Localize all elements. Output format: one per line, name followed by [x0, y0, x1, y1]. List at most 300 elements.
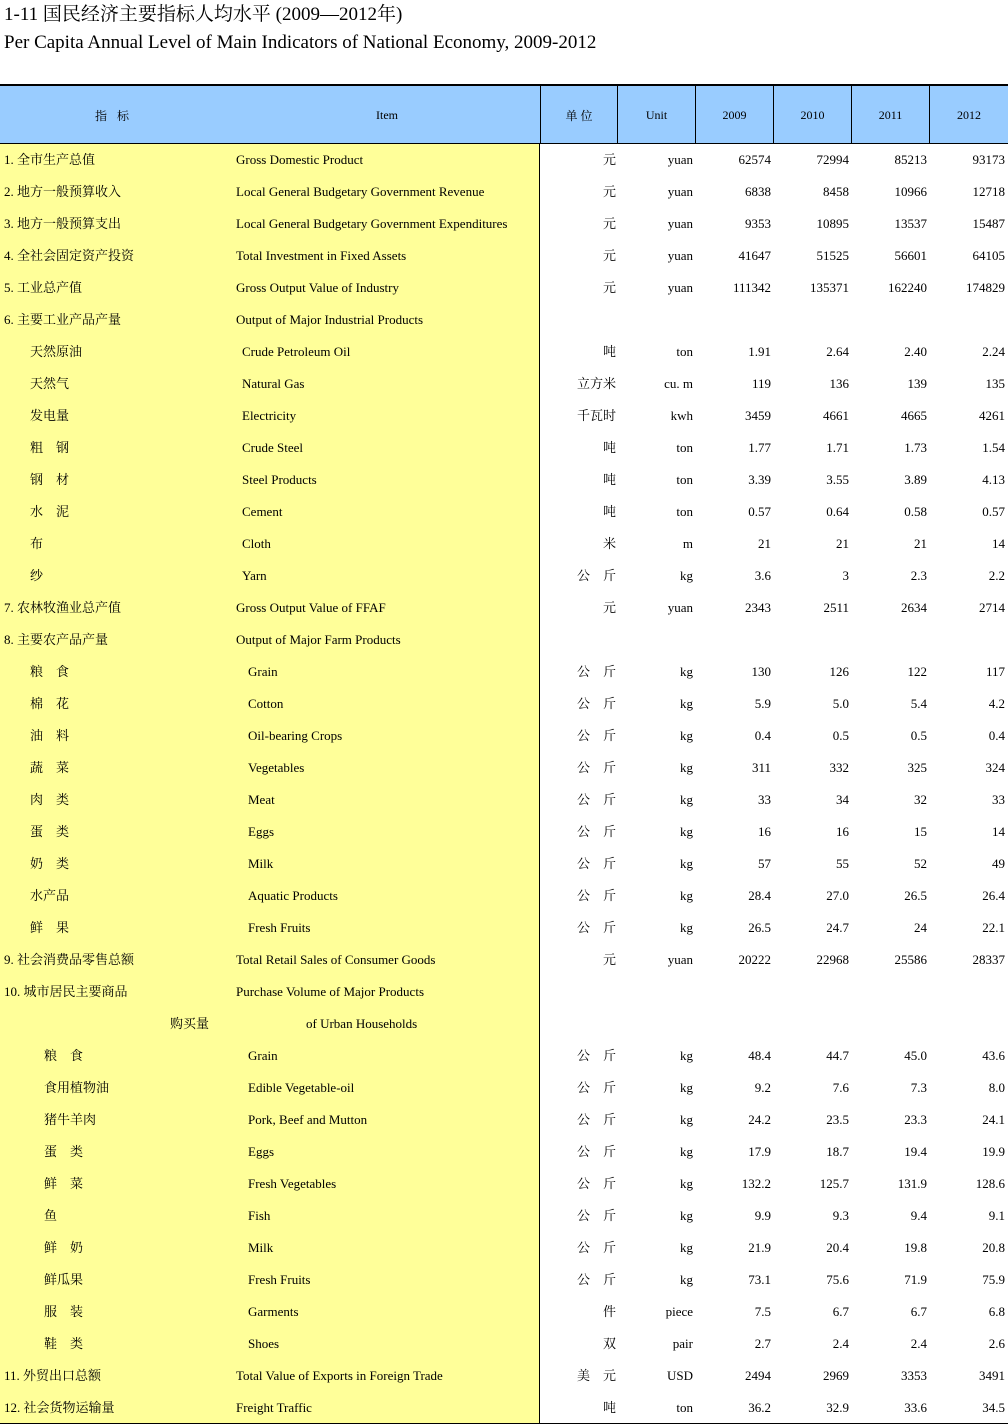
indicator-en: Milk — [248, 856, 274, 871]
value-2011 — [852, 976, 927, 1008]
indicator-cn: 鞋 类 — [44, 1336, 84, 1351]
indicator-cn: 纱 — [30, 568, 44, 583]
table-row — [0, 1136, 1008, 1168]
header-year-2012: 2012 — [957, 107, 981, 122]
value-2009: 311 — [751, 760, 771, 775]
indicator-cn: 布 — [30, 536, 44, 551]
unit-cn: 公 斤 — [576, 1144, 616, 1159]
value-2012 — [930, 976, 1005, 1008]
value-2012: 22.1 — [982, 920, 1005, 935]
table-row — [0, 1200, 1008, 1232]
value-2011: 6.7 — [910, 1304, 927, 1319]
table-row — [0, 560, 1008, 592]
indicator-en: Output of Major Industrial Products — [236, 312, 424, 327]
table-row — [0, 1296, 1008, 1328]
indicator-en: Natural Gas — [242, 376, 305, 391]
value-2011: 2.4 — [910, 1336, 927, 1351]
indicator-en: of Urban Households — [306, 1016, 418, 1031]
value-2009: 1.91 — [748, 344, 771, 359]
unit-cn: 公 斤 — [576, 1240, 616, 1255]
value-2011: 162240 — [888, 280, 927, 295]
indicator-cn: 食用植物油 — [44, 1080, 110, 1095]
value-2012: 174829 — [966, 280, 1005, 295]
unit-en: kg — [680, 824, 693, 839]
indicator-en: Cloth — [242, 536, 271, 551]
value-2012: 4.2 — [988, 696, 1005, 711]
indicator-en: Gross Output Value of Industry — [236, 280, 399, 295]
value-2012: 0.4 — [988, 728, 1005, 743]
value-2009: 16 — [758, 824, 771, 839]
value-2009: 130 — [751, 664, 771, 679]
unit-en: yuan — [667, 216, 693, 231]
unit-cn: 公 斤 — [576, 888, 616, 903]
value-2009: 3.39 — [748, 472, 771, 487]
value-2009: 7.5 — [754, 1304, 771, 1319]
table-header — [0, 84, 1008, 144]
table-row — [0, 1040, 1008, 1072]
value-2011 — [852, 304, 927, 336]
value-2011: 25586 — [894, 952, 927, 967]
unit-cn: 公 斤 — [576, 568, 616, 583]
value-2012: 4.13 — [982, 472, 1005, 487]
value-2011: 131.9 — [897, 1176, 927, 1191]
unit-cn: 双 — [602, 1336, 616, 1351]
header-year-2011: 2011 — [852, 86, 930, 144]
value-2009 — [696, 976, 771, 1008]
value-2010: 5.0 — [832, 696, 849, 711]
value-2012: 19.9 — [982, 1144, 1005, 1159]
value-2009: 26.5 — [748, 920, 771, 935]
table-row — [0, 1072, 1008, 1104]
value-2009: 28.4 — [748, 888, 771, 903]
unit-en: ton — [676, 1400, 693, 1415]
unit-en: kg — [680, 888, 693, 903]
header-unit-en: Unit — [618, 86, 696, 144]
unit-en — [620, 304, 693, 336]
indicator-en: Meat — [248, 792, 275, 807]
indicator-cn: 天然气 — [30, 376, 70, 391]
unit-cn: 公 斤 — [576, 760, 616, 775]
indicator-cn: 蔬 菜 — [30, 760, 70, 775]
value-2011: 9.4 — [910, 1208, 927, 1223]
value-2012: 2.2 — [988, 568, 1005, 583]
value-2009: 33 — [758, 792, 771, 807]
value-2010: 32.9 — [826, 1400, 849, 1415]
table-row — [0, 688, 1008, 720]
table-row — [0, 528, 1008, 560]
table-row — [0, 912, 1008, 944]
value-2011: 85213 — [894, 152, 927, 167]
value-2009: 111342 — [732, 280, 771, 295]
indicator-en: Milk — [248, 1240, 274, 1255]
indicator-en: Local General Budgetary Government Expenditures — [236, 216, 508, 231]
value-2011: 2634 — [901, 600, 927, 615]
unit-en: yuan — [667, 152, 693, 167]
unit-cn: 公 斤 — [576, 1080, 616, 1095]
indicator-en: Fresh Fruits — [248, 920, 311, 935]
unit-en — [620, 624, 693, 656]
value-2012: 0.57 — [982, 504, 1005, 519]
table-row — [0, 144, 1008, 176]
value-2010: 34 — [836, 792, 849, 807]
header-year-2009: 2009 — [696, 86, 774, 144]
table-row — [0, 496, 1008, 528]
table-row — [0, 592, 1008, 624]
value-2012: 14 — [992, 824, 1005, 839]
value-2011: 26.5 — [904, 888, 927, 903]
indicator-cn: 猪牛羊肉 — [44, 1112, 97, 1127]
indicator-cn: 购买量 — [170, 1016, 210, 1031]
bottom-rule — [0, 1423, 1008, 1424]
unit-en: kg — [680, 1048, 693, 1063]
unit-cn: 公 斤 — [576, 920, 616, 935]
value-2010: 126 — [829, 664, 849, 679]
value-2012: 49 — [992, 856, 1005, 871]
indicator-en: Total Investment in Fixed Assets — [236, 248, 407, 263]
value-2010: 9.3 — [832, 1208, 849, 1223]
indicator-cn: 粮 食 — [44, 1048, 84, 1063]
value-2012: 2714 — [979, 600, 1005, 615]
unit-en: ton — [676, 440, 693, 455]
unit-en: yuan — [667, 248, 693, 263]
value-2012: 24.1 — [982, 1112, 1005, 1127]
value-2012 — [930, 1008, 1005, 1040]
indicator-cn: 蛋 类 — [30, 824, 70, 839]
unit-en: kg — [680, 760, 693, 775]
value-2011: 24 — [914, 920, 927, 935]
value-2011: 4665 — [901, 408, 927, 423]
indicator-en: Oil-bearing Crops — [248, 728, 343, 743]
value-2011: 13537 — [894, 216, 927, 231]
indicator-cn: 9. 社会消费品零售总额 — [4, 952, 135, 967]
value-2011: 2.3 — [910, 568, 927, 583]
table-row — [0, 848, 1008, 880]
value-2012: 6.8 — [988, 1304, 1005, 1319]
unit-cn: 公 斤 — [576, 1208, 616, 1223]
value-2012: 14 — [992, 536, 1005, 551]
indicator-en: Eggs — [248, 1144, 274, 1159]
value-2009: 9353 — [745, 216, 771, 231]
indicator-en: Purchase Volume of Major Products — [236, 984, 424, 999]
indicator-cn: 发电量 — [30, 408, 70, 423]
value-2010: 21 — [836, 536, 849, 551]
value-2009 — [696, 1008, 771, 1040]
table-row — [0, 720, 1008, 752]
table-row — [0, 176, 1008, 208]
value-2010: 2.64 — [826, 344, 849, 359]
indicator-cn: 奶 类 — [30, 856, 70, 871]
value-2012: 324 — [985, 760, 1005, 775]
value-2010: 55 — [836, 856, 849, 871]
unit-en: kg — [680, 920, 693, 935]
indicator-cn: 水 泥 — [30, 504, 70, 519]
value-2009: 1.77 — [748, 440, 771, 455]
value-2011 — [852, 1008, 927, 1040]
table-row — [0, 368, 1008, 400]
unit-en: pair — [672, 1336, 693, 1351]
value-2009: 0.4 — [754, 728, 771, 743]
indicator-table — [0, 84, 1008, 1424]
value-2010: 75.6 — [826, 1272, 849, 1287]
unit-en: USD — [666, 1368, 693, 1383]
indicator-cn: 天然原油 — [30, 344, 83, 359]
indicator-en: Gross Domestic Product — [236, 152, 364, 167]
table-row — [0, 656, 1008, 688]
value-2011: 7.3 — [910, 1080, 927, 1095]
indicator-cn: 粮 食 — [30, 664, 70, 679]
table-row — [0, 400, 1008, 432]
value-2010: 4661 — [823, 408, 849, 423]
value-2011: 2.40 — [904, 344, 927, 359]
value-2010: 135371 — [810, 280, 849, 295]
indicator-cn: 1. 全市生产总值 — [4, 152, 96, 167]
value-2009: 3.6 — [754, 568, 771, 583]
value-2009: 21.9 — [748, 1240, 771, 1255]
unit-cn: 吨 — [602, 472, 616, 487]
table-row — [0, 1392, 1008, 1424]
unit-en: yuan — [667, 952, 693, 967]
value-2012: 4261 — [979, 408, 1005, 423]
value-2012: 9.1 — [988, 1208, 1005, 1223]
indicator-cn: 粗 钢 — [30, 440, 70, 455]
value-2012: 26.4 — [982, 888, 1005, 903]
indicator-en: Aquatic Products — [248, 888, 338, 903]
value-2012: 75.9 — [982, 1272, 1005, 1287]
value-2010: 2969 — [823, 1368, 849, 1383]
unit-en: kwh — [670, 408, 693, 423]
unit-en — [620, 1008, 693, 1040]
value-2010: 125.7 — [819, 1176, 849, 1191]
unit-en: kg — [680, 1176, 693, 1191]
value-2011: 32 — [914, 792, 927, 807]
unit-cn: 公 斤 — [576, 696, 616, 711]
value-2011: 325 — [907, 760, 927, 775]
unit-en: kg — [680, 1272, 693, 1287]
value-2010: 0.64 — [826, 504, 849, 519]
value-2011: 21 — [914, 536, 927, 551]
value-2012: 20.8 — [982, 1240, 1005, 1255]
value-2009: 3459 — [745, 408, 771, 423]
unit-en: kg — [680, 1112, 693, 1127]
value-2010: 10895 — [816, 216, 849, 231]
value-2009: 5.9 — [754, 696, 771, 711]
table-row — [0, 976, 1008, 1008]
indicator-en: Shoes — [248, 1336, 280, 1351]
unit-cn: 吨 — [602, 344, 616, 359]
value-2012 — [930, 624, 1005, 656]
header-indicator-cn: 指标 — [94, 108, 139, 123]
value-2012: 33 — [992, 792, 1005, 807]
indicator-en: Crude Steel — [242, 440, 304, 455]
table-row — [0, 1232, 1008, 1264]
value-2009: 0.57 — [748, 504, 771, 519]
indicator-en: Grain — [248, 1048, 278, 1063]
value-2010: 27.0 — [826, 888, 849, 903]
unit-cn: 吨 — [602, 440, 616, 455]
unit-cn — [560, 624, 616, 656]
unit-en: ton — [676, 344, 693, 359]
unit-cn: 千瓦时 — [576, 408, 616, 423]
indicator-cn: 油 料 — [30, 728, 70, 743]
value-2009: 21 — [758, 536, 771, 551]
value-2009: 119 — [751, 376, 771, 391]
unit-cn — [560, 1008, 616, 1040]
indicator-cn: 鲜 果 — [30, 920, 70, 935]
unit-cn: 公 斤 — [576, 824, 616, 839]
value-2010: 18.7 — [826, 1144, 849, 1159]
value-2010: 332 — [829, 760, 849, 775]
unit-en: kg — [680, 792, 693, 807]
value-2009: 9.9 — [754, 1208, 771, 1223]
value-2010 — [774, 624, 849, 656]
value-2010: 72994 — [816, 152, 849, 167]
value-2009: 20222 — [738, 952, 771, 967]
value-2012: 117 — [985, 664, 1005, 679]
unit-cn: 元 — [602, 184, 616, 199]
indicator-cn: 5. 工业总产值 — [4, 280, 83, 295]
indicator-en: Vegetables — [248, 760, 305, 775]
table-title-cn: 1-11 国民经济主要指标人均水平 (2009—2012年) — [4, 4, 403, 25]
table-row — [0, 240, 1008, 272]
indicator-cn: 6. 主要工业产品产量 — [4, 312, 122, 327]
unit-cn: 件 — [602, 1304, 616, 1319]
indicator-en: Garments — [248, 1304, 299, 1319]
unit-en: kg — [680, 1144, 693, 1159]
value-2010: 7.6 — [832, 1080, 849, 1095]
indicator-cn: 12. 社会货物运输量 — [4, 1400, 115, 1415]
value-2009: 57 — [758, 856, 771, 871]
value-2011: 122 — [907, 664, 927, 679]
value-2009: 17.9 — [748, 1144, 771, 1159]
value-2012: 28337 — [972, 952, 1005, 967]
value-2011: 71.9 — [904, 1272, 927, 1287]
indicator-cn: 鲜 菜 — [44, 1176, 84, 1191]
table-row — [0, 1360, 1008, 1392]
indicator-cn: 棉 花 — [30, 696, 70, 711]
unit-cn: 公 斤 — [576, 728, 616, 743]
unit-en: kg — [680, 1080, 693, 1095]
table-row — [0, 944, 1008, 976]
unit-en: kg — [680, 1240, 693, 1255]
indicator-cn: 钢 材 — [30, 472, 70, 487]
table-row — [0, 208, 1008, 240]
unit-en: kg — [680, 568, 693, 583]
value-2009: 73.1 — [748, 1272, 771, 1287]
value-2012: 3491 — [979, 1368, 1005, 1383]
table-row — [0, 816, 1008, 848]
indicator-cn: 肉 类 — [30, 792, 70, 807]
value-2012: 2.24 — [982, 344, 1005, 359]
unit-cn: 立方米 — [576, 376, 616, 391]
indicator-en: Steel Products — [242, 472, 317, 487]
unit-cn — [560, 304, 616, 336]
table-row — [0, 1328, 1008, 1360]
value-2010 — [774, 304, 849, 336]
value-2009: 48.4 — [748, 1048, 771, 1063]
value-2011: 23.3 — [904, 1112, 927, 1127]
value-2009: 6838 — [745, 184, 771, 199]
value-2010: 2.4 — [832, 1336, 849, 1351]
value-2010: 6.7 — [832, 1304, 849, 1319]
value-2010: 1.71 — [826, 440, 849, 455]
value-2010 — [774, 1008, 849, 1040]
unit-cn: 吨 — [602, 504, 616, 519]
unit-en: yuan — [667, 600, 693, 615]
indicator-cn: 4. 全社会固定资产投资 — [4, 248, 135, 263]
value-2009: 132.2 — [741, 1176, 771, 1191]
value-2009: 41647 — [738, 248, 771, 263]
indicator-en: Output of Major Farm Products — [236, 632, 401, 647]
value-2009: 2343 — [745, 600, 771, 615]
indicator-en: Fresh Vegetables — [248, 1176, 337, 1191]
unit-en: kg — [680, 664, 693, 679]
table-row — [0, 336, 1008, 368]
table-row — [0, 432, 1008, 464]
unit-cn: 公 斤 — [576, 1176, 616, 1191]
value-2011: 0.5 — [910, 728, 927, 743]
indicator-cn: 3. 地方一般预算支出 — [4, 216, 122, 231]
value-2011: 19.8 — [904, 1240, 927, 1255]
indicator-en: Total Value of Exports in Foreign Trade — [236, 1368, 443, 1383]
indicator-en: Edible Vegetable-oil — [248, 1080, 355, 1095]
unit-en: kg — [680, 856, 693, 871]
value-2010: 0.5 — [832, 728, 849, 743]
table-row — [0, 880, 1008, 912]
header-unit-cn: 单 位 — [540, 86, 618, 144]
value-2012: 8.0 — [988, 1080, 1005, 1095]
indicator-en: Grain — [248, 664, 278, 679]
unit-cn: 公 斤 — [576, 1272, 616, 1287]
indicator-cn: 蛋 类 — [44, 1144, 84, 1159]
table-row — [0, 1168, 1008, 1200]
value-2011: 45.0 — [904, 1048, 927, 1063]
unit-en: yuan — [667, 184, 693, 199]
value-2010 — [774, 976, 849, 1008]
value-2012: 64105 — [972, 248, 1005, 263]
value-2011: 0.58 — [904, 504, 927, 519]
value-2011: 3.89 — [904, 472, 927, 487]
value-2009: 36.2 — [748, 1400, 771, 1415]
indicator-en: Electricity — [242, 408, 297, 423]
value-2012: 34.5 — [982, 1400, 1005, 1415]
value-2011: 5.4 — [910, 696, 927, 711]
value-2012: 15487 — [972, 216, 1005, 231]
indicator-en: Total Retail Sales of Consumer Goods — [236, 952, 436, 967]
table-row — [0, 752, 1008, 784]
indicator-cn: 8. 主要农产品产量 — [4, 632, 109, 647]
unit-cn: 元 — [602, 600, 616, 615]
indicator-en: Yarn — [242, 568, 267, 583]
unit-cn: 元 — [602, 216, 616, 231]
unit-en: ton — [676, 504, 693, 519]
value-2009: 9.2 — [754, 1080, 771, 1095]
value-2009: 2.7 — [754, 1336, 771, 1351]
value-2010: 44.7 — [826, 1048, 849, 1063]
unit-en: piece — [665, 1304, 693, 1319]
value-2009 — [696, 624, 771, 656]
value-2011: 33.6 — [904, 1400, 927, 1415]
unit-cn: 元 — [602, 280, 616, 295]
indicator-en: Local General Budgetary Government Revenue — [236, 184, 485, 199]
value-2010: 16 — [836, 824, 849, 839]
indicator-en: Crude Petroleum Oil — [242, 344, 351, 359]
value-2010: 22968 — [816, 952, 849, 967]
value-2012: 93173 — [972, 152, 1005, 167]
value-2010: 2511 — [823, 600, 849, 615]
indicator-cn: 鲜瓜果 — [44, 1272, 84, 1287]
value-2012: 128.6 — [975, 1176, 1005, 1191]
table-title-en: Per Capita Annual Level of Main Indicators of National Economy, 2009-2012 — [4, 32, 597, 53]
